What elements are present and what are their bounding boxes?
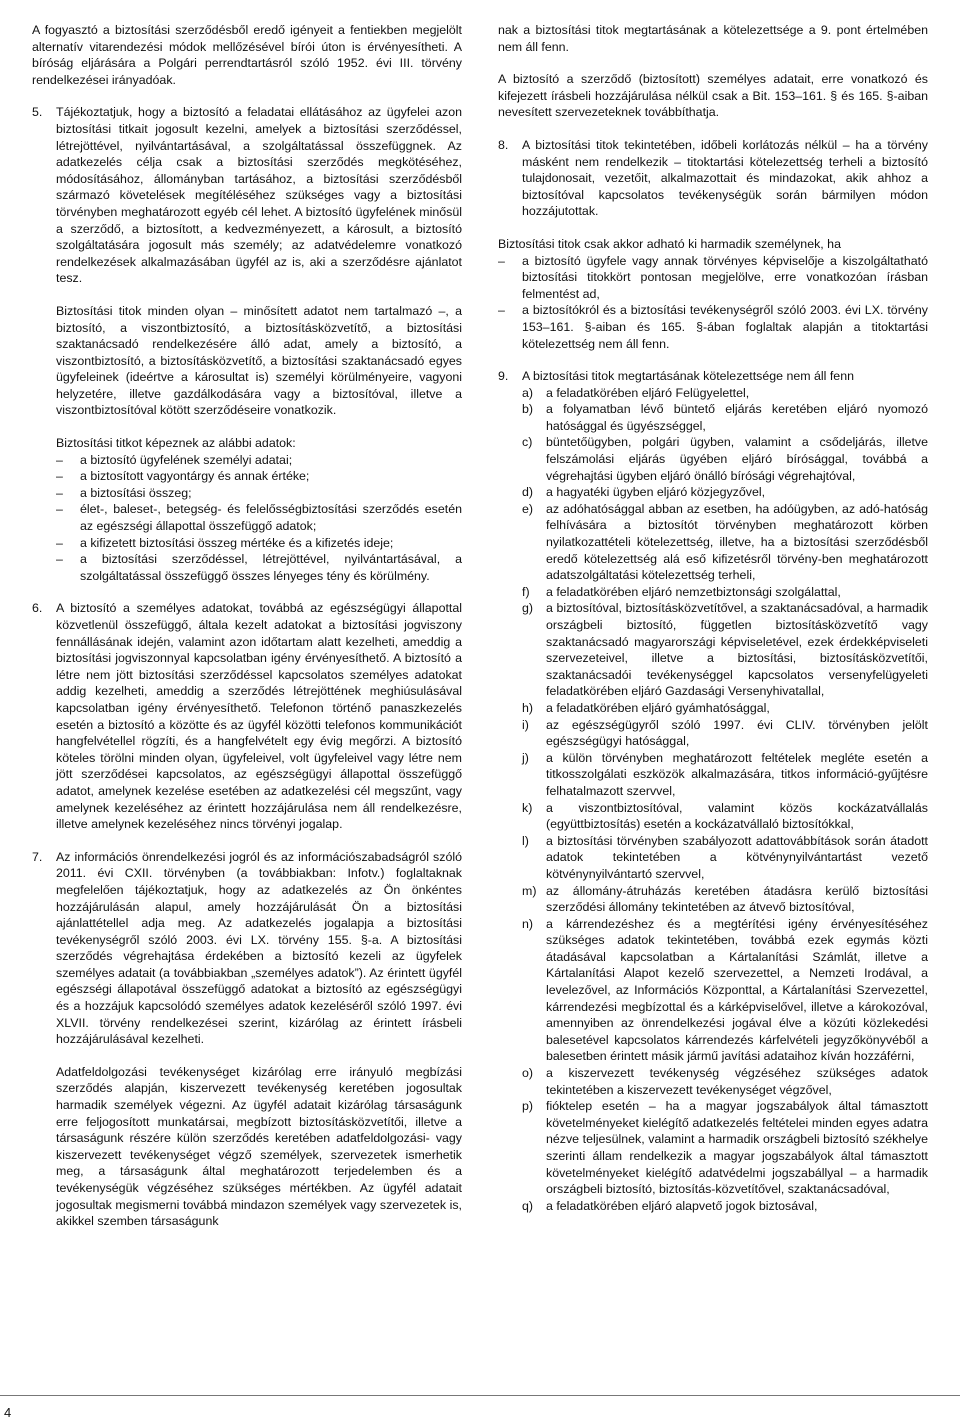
list-item [522, 717, 928, 750]
list-item [522, 1098, 928, 1198]
list-item [522, 484, 928, 501]
list-letter: g) [522, 601, 534, 616]
paragraph: A biztosító a szerződő (biztosított) személyes adatait, erre vonatkozó és kifejezett írásbeli hozzájárulása nélkül csak a Bit. 153–161. § és 165. §-aiban nevesített szervezeteknek továbbíthatja. [498, 72, 928, 120]
list-text: a feladatkörében eljáró nemzetbiztonsági szolgálattal, [546, 584, 841, 599]
list-text: a folyamatban lévő büntető eljárás keretében eljáró nyomozó hatósággal és ügyészséggel, [546, 402, 928, 433]
section-number: 6. [32, 601, 43, 616]
page-number: 4 [4, 1405, 12, 1420]
paragraph: A biztosítási titok tekintetében, időbeli korlátozás nélkül – ha a törvény másként nem rendelkezik – titoktartási kötelezettség terheli a biztosító tulajdonosait, vezetőit, alkalmazottait és mindazokat, akik ahhoz a biztosítóval kapcsolatos tevékenységük során bármilyen módon hozzájutottak. [522, 137, 928, 219]
list-item [522, 833, 928, 883]
right-column [498, 22, 928, 1230]
footer-divider [0, 1395, 960, 1396]
list-letter: a) [522, 385, 534, 400]
list-letter: c) [522, 435, 533, 450]
list-letter: n) [522, 916, 534, 931]
list-text: az adóhatósággal abban az esetben, ha adóügyben, az adó-hatóság felhívására a biztosítót törvényben meghatározott körben nyilatkozattételi kötelezettség, illetve, ha a biztosítási szerződésből eredő kötelezettség alá eső kifizetésről törvény-ben meghatározott adatszolgáltatási kötelezettség terheli, [546, 501, 928, 583]
list-text: a biztosítóval, biztosításközvetítővel, a szaktanácsadóval, a harmadik országbeli biztosító, független biztosításközvetítő vagy szaktanácsadó magyarországi képviseletével, ezek érdekképviseleti szervezeteivel, illetve a biztosítási, biztosításközvetítői, szaktanácsadói tevékenységgel kapcsolatos versenyfelügyeleti feladatkörében eljáró Gazdasági Versenyhivatallal, [546, 601, 928, 699]
list-item [522, 385, 928, 402]
list-letter: l) [522, 833, 529, 848]
list-item [522, 434, 928, 484]
paragraph: nak a biztosítási titok megtartásának a kötelezettsége a 9. pont értelmében nem áll fenn. [498, 23, 928, 54]
list-item: – a biztosítókról és a biztosítási tevékenységről szóló 2003. évi LX. törvény 153–161. §-aiban és 165. §-ában foglaltak alapján a titoktartási kötelezettség nem áll fenn. [498, 302, 928, 352]
list-text: a kárrendezéshez és a megtérítési igény érvényesítéséhez szükséges adatok tekintetében, továbbá ezek egymás közti átadásával kapcsolatban a Kártalanítási Számlát, illetve a Kártalanítási Alapot kezelő szervezettel, a Nemzeti Irodával, a levelezővel, az Információs Központtal, a Kártalanítási Szervezettel, kárrendezési megbízottal és a kárképviselővel, illetve a károkozóval, amennyiben az önrendelkezési jogával élve a közúti közlekedési balesetével kapcsolatos kárrendezés kárfelvételi jegyzőkönyvéből a balesetben érintett másik jármű javítási adataihoz kíván hozzáférni, [546, 916, 928, 1064]
paragraph: A biztosító a személyes adatokat, továbbá az egészségügyi állapottal közvetlenül összefüggő, általa kezelt adatokat a biztosítási jogviszony fennállásának idején, valamint azon időtartam alatt kezelheti, ameddig a biztosítási jogviszonnyal kapcsolatban igény érvényesíthető. A biztosító a létre nem jött biztosítási szerződéssel kapcsolatos személyes adatokat addig kezelheti, ameddig a szerződés létrejöttének meghiúsulásával kapcsolatban igény érvényesíthető. Telefonon történő panaszkezelés esetén a biztosító a közötte és az ügyfél közötti telefonos kommunikációt hangfelvétellel rögzíti, és a hangfelvételt egy évig megőrzi. A biztosító köteles törölni minden olyan, ügyfeleivel, volt ügyfeleivel vagy létre nem jött szerződései kapcsolatos, az egészségügyi állapottal összefüggő adatot, amelynek kezelése esetében az adatkezelési cél megszűnt, vagy amelynek kezeléséhez az érintett hozzájárulása nem áll rendelkezésre, illetve amelynek kezeléséhez nincs törvényi jogalap. [56, 601, 462, 832]
list-text: a hagyatéki ügyben eljáró közjegyzővel, [546, 485, 766, 500]
list-item [522, 401, 928, 434]
list-text: a külön törvényben meghatározott feltételek megléte esetén a titkosszolgálati eszközök alkalmazására, titkos információ-gyűjtésre felhatalmazott szervvel, [546, 750, 928, 798]
paragraph: Adatfeldolgozási tevékenységet kizárólag erre irányuló megbízási szerződés alapján, kiszervezett tevékenység keretében jogosultak harmadik személyek végezni. Az ügyfél adatait kizárólag társaságunk erre feljogosított munkatársai, megbízott biztosításközvetítői, illetve a társaságunk részére külön szerződés keretében adatfeldolgozási- vagy kiszervezett tevékenységet végző személyek, szervezetek ismerhetik meg, a társaságunk által meghatározott terjedelemben és a tevékenységük végzéséhez szükséges mértékben. Az ügyfél adatait jogosultak megismerni továbbá mindazon személyek vagy szervezetek is, akikkel szemben társaságunk [56, 1064, 462, 1229]
list-text: a feladatkörében eljáró alapvető jogok biztosával, [546, 1198, 818, 1213]
list-item: – élet-, baleset-, betegség- és felelősségbiztosítási szerződés esetén az egészségi állapottal összefüggő adatok; [56, 501, 462, 534]
list-item [522, 1065, 928, 1098]
left-column [32, 22, 462, 1246]
list-text: fióktelep esetén – ha a magyar jogszabályok által támasztott követelményeket kielégítő adatkezelés feltételei minden egyes adatra nézve teljesülnek, valamint a harmadik országbeli biztosító székhelye szerinti állam rendelkezik a magyar jogszabályok által támasztott követelményeket kielégítő adatvédelmi jogszabállyal – a harmadik országbeli biztosító, biztosítás-közvetítővel, szaktanácsadóval, [546, 1099, 928, 1197]
list-letter: p) [522, 1099, 534, 1114]
list-item [522, 1198, 928, 1215]
paragraph: Az információs önrendelkezési jogról és az információszabadságról szóló 2011. évi CXII. törvényben (a továbbiakban: Infotv.) foglaltaknak megfelelően tájékoztatjuk, hogy az adatkezelés az Ön önkéntes hozzájárulásán alapul, amely hozzájárulását Ön a biztosítási ajánlattétellel adja meg. Az adatkezelés jogalapja a biztosítási tevékenységről szóló 2003. évi LX. törvény 155. §-a. A biztosítási szerződés végrehajtása érdekében a biztosító kezeli az ügyfelek személyes adatait (a továbbiakban „személyes adatok”). Az érintett ügyfél egészségi állapotával összefüggő adatokat a biztosító az egészségügyi és a hozzájuk kapcsolódó személyes adatok kezeléséről szóló 1997. évi XLVII. törvény rendelkezései szerint, kizárólag az érintett írásbeli hozzájárulásával kezelheti. [56, 849, 462, 1047]
list-text: az állomány-átruházás keretében átadásra kerülő biztosítási szerződési állomány tekintetében az átvevő biztosítóval, [546, 883, 928, 915]
list-letter: j) [522, 750, 529, 765]
list-letter: m) [522, 883, 537, 898]
list-letter: h) [522, 700, 534, 715]
paragraph: Tájékoztatjuk, hogy a biztosító a feladatai ellátásához az ügyfelei azon biztosítási titkait jogosult kezelni, amelyek a biztosítási szerződéssel, létrejöttével, nyilvántartásával, a szolgáltatással összefüggnek. Az adatkezelés célja csak a biztosítási szerződés megkötéséhez, módosításához, állományban tartásához, a biztosítási szerződésből származó követelések megítéléséhez szükséges vagy a biztosítási törvényben meghatározott egyéb cél lehet. A biztosító ügyfelének minősül a szerződő, a biztosított, a kedvezményezett, a károsult, a biztosító szolgáltatására jogosult más személy; az adatvédelemre vonatkozó rendelkezések alkalmazásában ügyfél az is, aki a szerződésre ajánlatot tesz. [56, 105, 462, 286]
list-text: a kiszervezett tevékenység végzéséhez szükséges adatok tekintetében a kiszervezett tevékenységet végzővel, [546, 1066, 928, 1097]
list-item: – a kifizetett biztosítási összeg mértéke és a kifizetés ideje; [56, 535, 462, 552]
list-text: a feladatkörében eljáró Felügyelettel, [546, 385, 750, 400]
list-item [522, 584, 928, 601]
list-text: a feladatkörében eljáró gyámhatósággal, [546, 700, 770, 715]
list-letter: i) [522, 717, 529, 732]
list-item: – a biztosító ügyfele vagy annak törvényes képviselője a kiszolgáltatható biztosítási titokkört pontosan megjelölve, erre vonatkozóan írásban felmentést ad, [498, 253, 928, 303]
section-5 [32, 104, 462, 584]
list-item [522, 600, 928, 700]
list-text: büntetőügyben, polgári ügyben, valamint a csődeljárás, illetve felszámolási eljárás ügyében eljáró bírósággal, továbbá a végrehajtási ügyben eljáró önálló bírósági végrehajtóval, [546, 435, 928, 483]
list-letter: o) [522, 1066, 534, 1081]
list-letter: d) [522, 485, 534, 500]
dash-list [498, 253, 928, 353]
section-7 [32, 849, 462, 1230]
list-letter: e) [522, 501, 534, 516]
paragraph: A biztosítási titok megtartásának kötelezettsége nem áll fenn [522, 369, 854, 384]
section-6 [32, 600, 462, 832]
list-letter: f) [522, 584, 530, 599]
dash-list [56, 452, 462, 585]
list-text: a viszontbiztosítóval, valamint közös kockázatvállalás (együttbiztosítás) esetén a kockázatvállaló biztosítókkal, [546, 800, 928, 832]
paragraph: Biztosítási titok csak akkor adható ki harmadik személynek, ha [498, 236, 841, 251]
list-letter: q) [522, 1198, 534, 1213]
paragraph: Biztosítási titkot képeznek az alábbi adatok: [56, 436, 296, 451]
list-text: az egészségügyről szóló 1997. évi CLIV. törvényben jelölt egészségügyi hatósággal, [546, 717, 928, 749]
list-item [522, 750, 928, 800]
list-item: – a biztosító ügyfelének személyi adatai; [56, 452, 462, 469]
section-number: 5. [32, 105, 43, 120]
list-item [522, 916, 928, 1065]
intro-paragraph: A fogyasztó a biztosítási szerződésből eredő igényeit a fentiekben megjelölt alternatív vitarendezési módok mellőzésével bírói úton is érvényesítheti. A bíróság eljárására a Polgári perrendtartásról szóló 1952. évi III. törvény rendelkezései irányadóak. [32, 23, 462, 87]
lettered-list [522, 385, 928, 1215]
list-item: – a biztosítási összeg; [56, 485, 462, 502]
list-item: – a biztosítási szerződéssel, létrejöttével, nyilvántartásával, a szolgáltatással összefüggő összes lényeges tény és körülmény. [56, 551, 462, 584]
list-item [522, 883, 928, 916]
section-9 [498, 368, 928, 1214]
list-text: a biztosítási törvényben szabályozott adattovábbítások során átadott adatok tekintetében a kötvénynyilvántartást vezető kötvénynyilvántartó szervvel, [546, 833, 928, 881]
list-letter: b) [522, 402, 534, 417]
list-item [522, 501, 928, 584]
section-number: 8. [498, 137, 509, 152]
list-item [522, 700, 928, 717]
section-8 [498, 137, 928, 220]
paragraph: Biztosítási titok minden olyan – minősített adatot nem tartalmazó –, a biztosító, a viszontbiztosító, a biztosításközvetítő, a biztosítási szaktanácsadó rendelkezésére álló adat, amely a biztosító, a viszontbiztosító, a biztosításközvetítő, a biztosítási szaktanácsadó egyes ügyfeleinek (ideértve a károsultat is) személyi körülményeire, vagyoni helyzetére, illetve gazdálkodására vagy a biztosítóval, illetve a viszontbiztosítóval kötött szerződéseire vonatkozik. [56, 303, 462, 418]
list-item: – a biztosított vagyontárgy és annak értéke; [56, 468, 462, 485]
list-letter: k) [522, 800, 533, 815]
section-number: 7. [32, 849, 43, 864]
section-number: 9. [498, 369, 509, 384]
list-item [522, 800, 928, 833]
